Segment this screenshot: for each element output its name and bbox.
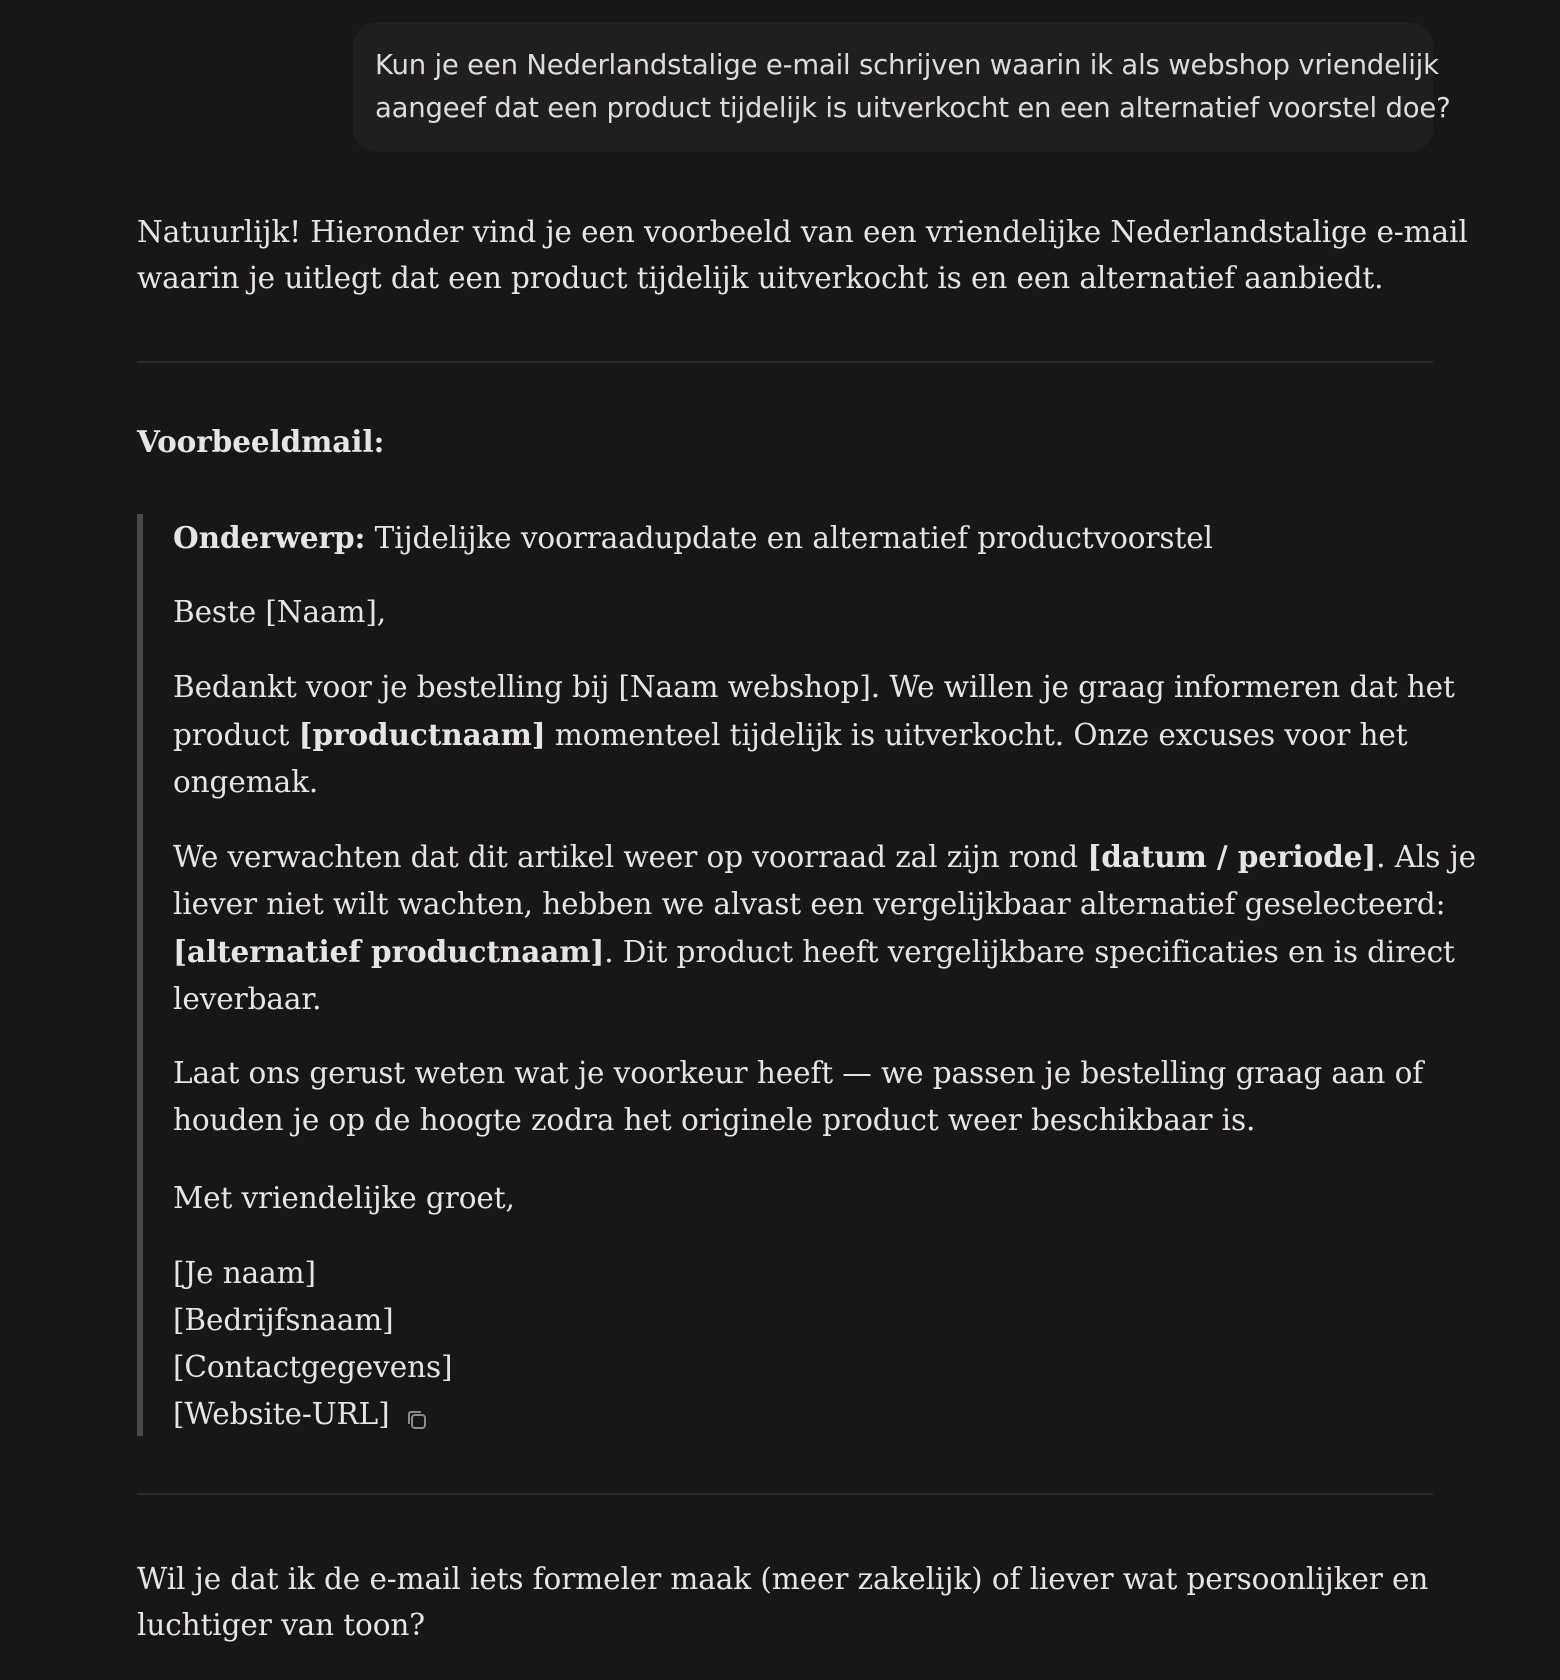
subject-text: Tijdelijke voorraadupdate en alternatief productvoorstel — [365, 521, 1213, 555]
outro-line: luchtiger van toon? — [137, 1608, 425, 1642]
email-text: momenteel tijdelijk is uitverkocht. Onze excuses voor het — [545, 718, 1408, 752]
email-subject — [173, 514, 1213, 562]
product-placeholder: [productnaam] — [298, 717, 546, 752]
user-message-bubble — [353, 22, 1451, 152]
divider — [137, 1493, 1433, 1495]
email-text: ongemak. — [173, 765, 319, 799]
copy-icon[interactable] — [404, 1400, 430, 1426]
email-signature — [173, 1250, 452, 1438]
section-heading: Voorbeeldmail: — [137, 424, 385, 459]
email-greeting: Beste [Naam], — [173, 595, 387, 629]
signature-line: [Website-URL] — [173, 1397, 390, 1431]
email-text: Laat ons gerust weten wat je voorkeur heeft — we passen je bestelling graag aan of — [173, 1056, 1424, 1090]
email-paragraph-preference — [173, 1050, 1423, 1144]
email-text: leverbaar. — [173, 982, 322, 1016]
email-closing: Met vriendelijke groet, — [173, 1181, 515, 1215]
email-text: product — [173, 718, 299, 752]
outro-line: Wil je dat ik de e-mail iets formeler maak (meer zakelijk) of liever wat persoonlijker en — [137, 1562, 1429, 1596]
intro-line: Natuurlijk! Hieronder vind je een voorbeeld van een vriendelijke Nederlandstalige e-mail — [137, 215, 1468, 249]
divider — [137, 361, 1433, 363]
email-paragraph-expect — [173, 833, 1476, 1023]
user-message-line: aangeef dat een product tijdelijk is uitverkocht en een alternatief voorstel doe? — [375, 92, 1451, 124]
signature-line: [Je naam] — [173, 1256, 316, 1290]
intro-line: waarin je uitlegt dat een product tijdelijk uitverkocht is en een alternatief aanbiedt. — [137, 261, 1384, 295]
signature-line: [Bedrijfsnaam] — [173, 1303, 394, 1337]
email-text: houden je op de hoogte zodra het originele product weer beschikbaar is. — [173, 1103, 1256, 1137]
email-text: We verwachten dat dit artikel weer op voorraad zal zijn rond — [173, 840, 1088, 874]
email-blockquote — [137, 514, 1476, 1436]
email-text: liever niet wilt wachten, hebben we alvast een vergelijkbaar alternatief geselecteerd: — [173, 887, 1446, 921]
email-paragraph-thanks — [173, 664, 1455, 806]
user-message-line: Kun je een Nederlandstalige e-mail schrijven waarin ik als webshop vriendelijk — [375, 49, 1439, 81]
outro-text — [137, 1556, 1428, 1648]
alternative-product-placeholder: [alternatief productnaam] — [173, 934, 605, 969]
subject-label: Onderwerp: — [173, 520, 366, 555]
signature-line: [Contactgegevens] — [173, 1350, 453, 1384]
email-text: . Dit product heeft vergelijkbare specificaties en is direct — [604, 935, 1455, 969]
intro-text — [137, 209, 1468, 301]
email-text: . Als je — [1376, 840, 1476, 874]
date-placeholder: [datum / periode] — [1087, 839, 1377, 874]
email-text: Bedankt voor je bestelling bij [Naam webshop]. We willen je graag informeren dat het — [173, 670, 1455, 704]
